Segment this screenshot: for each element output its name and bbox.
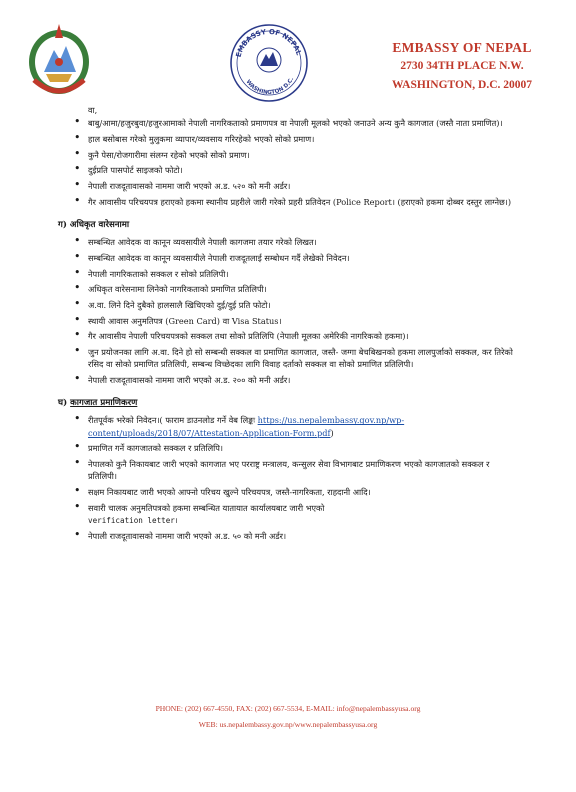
list-item — [58, 414, 514, 438]
section-heading-attestation — [58, 397, 514, 409]
list-item: • अधिकृत वारेसनामा लिनेको नागरिकताको प्रमाणित प्रतिलिपी। — [58, 283, 514, 295]
list-item: • सम्बन्धित आवेदक वा कानून व्यवसायीले नेपाली कागजमा तयार गरेको लिखत। — [58, 236, 514, 248]
list-item-close: ) — [330, 427, 334, 438]
address-line-2: WASHINGTON, D.C. 20007 — [391, 79, 532, 91]
power-of-attorney-list — [58, 236, 514, 386]
list-item: • नेपाली राजदूतावासको नाममा जारी भएको अ.ड. २०० को मनी अर्डर। — [58, 374, 514, 386]
footer-web: WEB: us.nepalembassy.gov.np/www.nepalembassyusa.org — [198, 720, 378, 729]
section-title: कागजात प्रमाणिकरण — [70, 398, 138, 409]
list-item: • जुन प्रयोजनका लागि अ.वा. दिने हो सो सम्बन्धी सक्कल वा प्रमाणित कागजात, जस्तै- जग्गा बेचबिखनको हकमा लालपुर्जाको सक्कल, कर तिरेको रसिद वा सोको प्रमाणित प्रतिलिपी, सम्बन्ध विच्छेदका लागि विवाह दर्ताको सक्कल वा सोको प्रमाणित प्रतिलिपी। — [58, 346, 514, 370]
list-item: • कुनै पेसा/रोजगारीमा संलग्न रहेको भएको सोको प्रमाण। — [58, 149, 514, 161]
address-line-1: 2730 34TH PLACE N.W. — [400, 60, 524, 72]
list-item: • दुईप्रति पासपोर्ट साइजको फोटो। — [58, 164, 514, 176]
svg-text:EMBASSY OF NEPAL: EMBASSY OF NEPAL — [234, 27, 303, 59]
embassy-address-block — [392, 38, 532, 95]
section-heading-power-of-attorney: ग) अधिकृत वारेसनामा — [58, 219, 130, 230]
list-item: • सम्बन्धित आवेदक वा कानून व्यवसायीले नेपाली राजदूतलाई सम्बोधन गर्दै लेखेको निवेदन। — [58, 252, 514, 264]
list-item: • नेपाली राजदूतावासको नाममा जारी भएको अ.ड. ५० को मनी अर्डर। — [58, 530, 514, 542]
list-item: • नेपाली राजदूतावासको नाममा जारी भएको अ.ड. ५२० को मनी अर्डर। — [58, 180, 514, 192]
list-item — [58, 502, 514, 527]
list-item: • गैर आवासीय नेपाली परिचयपत्रको सक्कल तथा सोको प्रतिलिपि (नेपाली मूलका अमेरिकी नागरिकको हकमा)। — [58, 330, 514, 342]
list-item: • स्थायी आवास अनुमतिपत्र (Green Card) वा Visa Status। — [58, 315, 514, 327]
list-item: • प्रमाणित गर्ने कागजातको सक्कल र प्रतिलिपि। — [58, 442, 514, 454]
list-item-mono-text: verification letter। — [88, 515, 178, 525]
nepal-emblem-icon — [24, 20, 94, 100]
list-item: • अ.वा. लिने दिने दुबैको हालसालै खिचिएको दुई/दुई प्रति फोटो। — [58, 299, 514, 311]
list-item-text: सवारी चालक अनुमतिपत्रको हकमा सम्बन्धित यातायात कार्यालयबाट जारी भएको — [88, 502, 325, 513]
intro-text: वा, — [88, 105, 98, 115]
attestation-list — [58, 414, 514, 542]
embassy-seal-icon — [228, 22, 310, 104]
document-body — [58, 104, 514, 546]
list-item: • हाल बसोबास गरेको मुलुकमा व्यापार/व्यवसाय गरिरहेको भएको सोको प्रमाण। — [58, 133, 514, 145]
application-form-link[interactable]: https://us.nepalembassy.gov.np/wp-content/uploads/2018/07/Attestation-Application-Form.pdf — [88, 415, 405, 438]
list-item: • गैर आवासीय परिचयपत्र हराएको हकमा स्थानीय प्रहरीले जारी गरेको प्रहरी प्रतिवेदन (Police Report। (हराएको हकमा दोब्बर दस्तुर लाग्नेछ।) — [58, 196, 514, 208]
section-number: घ) — [58, 398, 68, 409]
list-item: • बाबु/आमा/हजुरबुवा/हजुरआमाको नेपाली नागरिकताको प्रमाणपत्र वा नेपाली मूलको भएको जनाउने अन्य कुनै कागजात (जस्तै नाता प्रमाणित)। — [58, 117, 514, 129]
list-item: • नेपालको कुनै निकायबाट जारी भएको कागजात भए परराष्ट्र मन्त्रालय, कन्सुलर सेवा विभागबाट प्रमाणिकरण भएको कागजातको सक्कल र प्रतिलिपी। — [58, 458, 514, 482]
list-item: • सक्षम निकायबाट जारी भएको आफ्नो परिचय खुल्ने परिचयपत्र, जस्तै-नागरिकता, राहदानी आदि। — [58, 486, 514, 498]
svg-text:WASHINGTON D.C.: WASHINGTON D.C. — [244, 76, 296, 97]
list-item: • नेपाली नागरिकताको सक्कल र सोको प्रतिलिपी। — [58, 268, 514, 280]
embassy-name: EMBASSY OF NEPAL — [392, 40, 532, 55]
list-item-text: रीतपूर्वक भरेको निवेदन।( फाराम डाउनलोड गर्ने वेब लिङ्कः — [88, 415, 258, 426]
requirements-list — [58, 117, 514, 208]
footer-contact: PHONE: (202) 667-4550, FAX: (202) 667-5534, E-MAIL: info@nepalembassyusa.org — [155, 704, 421, 713]
